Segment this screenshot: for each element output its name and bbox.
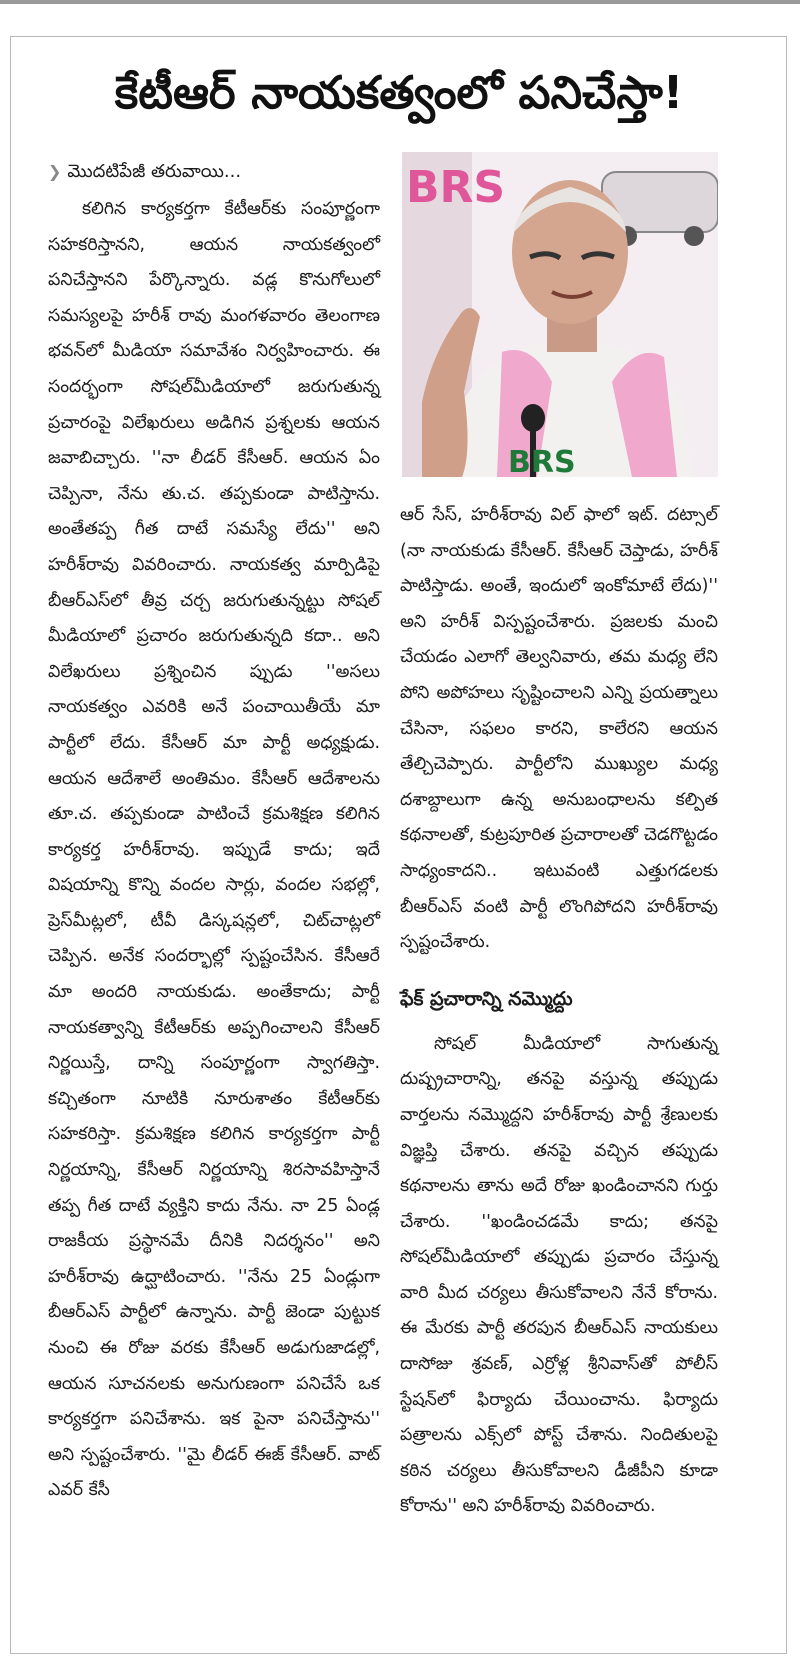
right-paragraph-2: సోషల్ మీడియాలో సాగుతున్న దుష్ప్రచారాన్ని, తనపై వస్తున్న తప్పుడు వార్తలను నమ్మొద్దని హరీశ్‌రావు పార్టీ శ్రేణులకు విజ్ఞప్తి చేశారు. తనపై వచ్చిన తప్పుడు కథనాలను తాను అదే రోజు ఖండించానని గుర్తు చేశారు. ''ఖండించడమే కాదు; తనపై సోషల్‌మీడియాలో తప్పుడు ప్రచారం చేస్తున్న వారి మీద చర్యలు తీసుకోవాలని నేనే కోరాను. ఈ మేరకు పార్టీ తరపున బీఆర్ఎస్ నాయకులు దాసోజు శ్రవణ్, ఎర్రోళ్ల శ్రీనివాస్‌తో పోలీస్ స్టేషన్‌లో ఫిర్యాదు చేయించాను. ఫిర్యాదు పత్రాలను ఎక్స్‌లో పోస్ట్ చేశాను. నిందితులపై కఠిన చర్యలు తీసుకోవాలని డీజీపీని కూడా కోరాను'' అని హరీశ్‌రావు వివరించారు. (400, 1033, 718, 1517)
chevron-right-icon: ❯ (48, 162, 62, 181)
news-photo (402, 152, 718, 477)
right-paragraph: ఆర్ సేస్, హరీశ్‌రావు విల్ ఫాలో ఇట్. దట్సాల్ (నా నాయకుడు కేసీఆర్. కేసీఆర్ చెప్తాడు, హరీశ్ పాటిస్తాడు. అంతే, ఇందులో ఇంకోమాటే లేదు)'' అని హరీశ్ విస్పష్టంచేశారు. ప్రజలకు మంచి చేయడం ఎలాగో తెల్వనివారు, తమ మధ్య లేని పోని అపోహలు సృష్టించాలని ఎన్ని ప్రయత్నాలు చేసినా, సఫలం కారని, కాలేరని ఆయన తేల్చిచెప్పారు. పార్టీలోని ముఖ్యుల మధ్య దశాబ్దాలుగా ఉన్న అనుబంధాలను కల్పిత కథనాలతో, కుట్రపూరిత ప్రచారాలతో చెడగొట్టడం సాధ్యంకాదని.. ఇటువంటి ఎత్తుగడలకు బీఆర్ఎస్ వంటి పార్టీ లొంగిపోదని హరీశ్‌రావు స్పష్టంచేశారు. (400, 505, 718, 953)
kicker-text: మొదటిపేజీ తరువాయి... (67, 161, 242, 182)
top-rule (0, 0, 800, 4)
right-column (400, 498, 718, 1525)
brs-logo-scarf: BRS (508, 445, 576, 477)
headline: కేటీఆర్ నాయకత్వంలో పనిచేస్తా! (114, 66, 684, 119)
left-paragraph: కలిగిన కార్యకర్తగా కేటీఆర్‌కు సంపూర్ణంగా సహకరిస్తానని, ఆయన నాయకత్వంలో పనిచేస్తానని పేర్కొన్నారు. వడ్ల కొనుగోలులో సమస్యలపై హరీశ్ రావు మంగళవారం తెలంగాణ భవన్‌లో మీడియా సమావేశం నిర్వహించారు. ఈ సందర్భంగా సోషల్‌మీడియాలో జరుగుతున్న ప్రచారంపై విలేఖరులు అడిగిన ప్రశ్నలకు ఆయన జవాబిచ్చారు. ''నా లీడర్ కేసీఆర్. ఆయన ఏం చెప్పినా, నేను తు.చ. తప్పకుండా పాటిస్తాను. అంతేతప్ప గీత దాటే సమస్యే లేదు'' అని హరీశ్‌రావు వివరించారు. నాయకత్వ మార్పిడిపై బీఆర్ఎస్‌లో తీవ్ర చర్చ జరుగుతున్నట్టు సోషల్ మీడియాలో ప్రచారం జరుగుతున్నది కదా.. అని విలేఖరులు ప్రశ్నించిన ప్పుడు ''అసలు నాయకత్వం ఎవరికి అనే పంచాయితీయే మా పార్టీలో లేదు. కేసీఆర్ మా పార్టీ అధ్యక్షుడు. ఆయన ఆదేశాలే అంతిమం. కేసీఆర్ ఆదేశాలను తూ.చ. తప్పకుండా పాటించే క్రమశిక్షణ కలిగిన కార్యకర్త హరీశ్‌రావు. ఇప్పుడే కాదు; ఇదే విషయాన్ని కొన్ని వందల సార్లు, వందల సభల్లో, ప్రెస్‌మీట్లలో, టీవీ డిస్కషన్లలో, చిట్‌చాట్లలో చెప్పిన. అనేక సందర్భాల్లో స్పష్టంచేసిన. కేసీఆరే మా అందరి నాయకుడు. అంతేకాదు; పార్టీ నాయకత్వాన్ని కేటీఆర్‌కు అప్పగించాలని కేసీఆర్ నిర్ణయిస్తే, దాన్ని సంపూర్ణంగా స్వాగతిస్తా. కచ్చితంగా నూటికి నూరుశాతం కేటీఆర్‌కు సహకరిస్తా. క్రమశిక్షణ కలిగిన కార్యకర్తగా పార్టీ నిర్ణయాన్ని, కేసీఆర్ నిర్ణయాన్ని శిరసావహిస్తానే తప్ప గీత దాటే వ్యక్తిని కాదు నేను. నా 25 ఏండ్ల రాజకీయ ప్రస్థానమే దీనికి నిదర్శనం'' అని హరీశ్‌రావు ఉద్ఘాటించారు. ''నేను 25 ఏండ్లుగా బీఆర్ఎస్ పార్టీలో ఉన్నాను. పార్టీ జెండా పుట్టుక నుంచి ఈ రోజు వరకు కేసీఆర్ అడుగుజాడల్లో, ఆయన సూచనలకు అనుగుణంగా పనిచేసే ఒక కార్యకర్తగా పనిచేశాను. ఇక పైనా పనిచేస్తాను'' అని స్పష్టంచేశారు. ''మై లీడర్ ఈజ్ కేసీఆర్. వాట్ ఎవర్ కేసీ (48, 199, 380, 1501)
kicker (48, 152, 380, 192)
left-column (48, 152, 380, 1509)
brs-logo-backdrop: BRS (406, 162, 506, 213)
subheading: ఫేక్ ప్రచారాన్ని నమ్మొద్దు (400, 987, 573, 1010)
speaker-photo (402, 152, 718, 477)
